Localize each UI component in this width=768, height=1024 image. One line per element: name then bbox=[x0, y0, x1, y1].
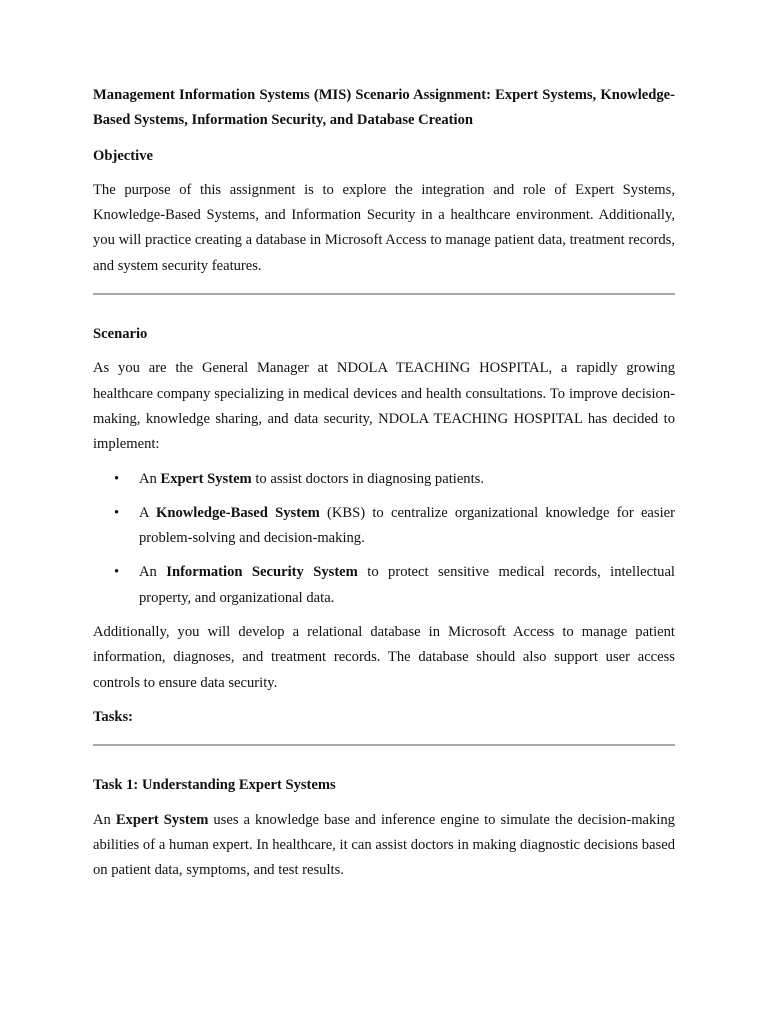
tasks-heading: Tasks: bbox=[93, 708, 134, 725]
bullet-text-pre: A bbox=[139, 504, 156, 521]
bullet-text-post: to protect sensitive medical records, intellectual property, and organizational data. bbox=[139, 564, 675, 606]
bullet-text-bold: Information Security System bbox=[166, 564, 358, 581]
section-divider bbox=[93, 293, 675, 295]
bullet-icon: • bbox=[114, 470, 120, 487]
list-item bbox=[93, 501, 675, 552]
document-title: Management Information Systems (MIS) Scenario Assignment: Expert Systems, Knowledge-Based Systems, Information Security, and Database Creation bbox=[93, 87, 675, 129]
objective-paragraph: The purpose of this assignment is to explore the integration and role of Expert Systems, Knowledge-Based Systems, and Information Security in a healthcare environment. Additionally, you will practice creating a database in Microsoft Access to manage patient data, treatment records, and system security features. bbox=[93, 181, 675, 274]
bullet-text-bold: Knowledge-Based System bbox=[156, 504, 320, 521]
section-divider bbox=[93, 744, 675, 746]
bullet-text-pre: An bbox=[139, 470, 161, 487]
scenario-heading: Scenario bbox=[93, 326, 148, 343]
task1-text-bold: Expert System bbox=[115, 811, 209, 828]
scenario-intro-paragraph: As you are the General Manager at NDOLA TEACHING HOSPITAL, a rapidly growing healthcare company specializing in medical devices and health consultations. To improve decision-making, knowledge sharing, and data security, NDOLA TEACHING HOSPITAL has decided to implement: bbox=[93, 360, 675, 453]
scenario-outro-paragraph: Additionally, you will develop a relational database in Microsoft Access to manage patient information, diagnoses, and treatment records. The database should also support user access controls to ensure data security. bbox=[93, 624, 675, 691]
bullet-text-bold: Expert System bbox=[160, 470, 252, 487]
list-item bbox=[93, 560, 675, 611]
bullet-text-pre: An bbox=[139, 564, 167, 581]
task1-paragraph bbox=[93, 808, 675, 884]
system-bullet-list bbox=[93, 467, 675, 611]
task1-text-pre: An bbox=[93, 811, 116, 828]
task1-text-post: uses a knowledge base and inference engine to simulate the decision-making abilities of a human expert. In healthcare, it can assist doctors in making diagnostic decisions based on patient data, symptoms, and test results. bbox=[93, 811, 675, 879]
bullet-text-post: to assist doctors in diagnosing patients. bbox=[251, 470, 484, 487]
bullet-text-post: (KBS) to centralize organizational knowledge for easier problem-solving and decision-making. bbox=[139, 504, 675, 547]
bullet-icon: • bbox=[114, 504, 120, 521]
task1-heading: Task 1: Understanding Expert Systems bbox=[93, 777, 336, 794]
document-page bbox=[93, 83, 675, 883]
list-item bbox=[93, 467, 675, 492]
objective-heading: Objective bbox=[93, 147, 153, 164]
bullet-icon: • bbox=[114, 564, 120, 581]
